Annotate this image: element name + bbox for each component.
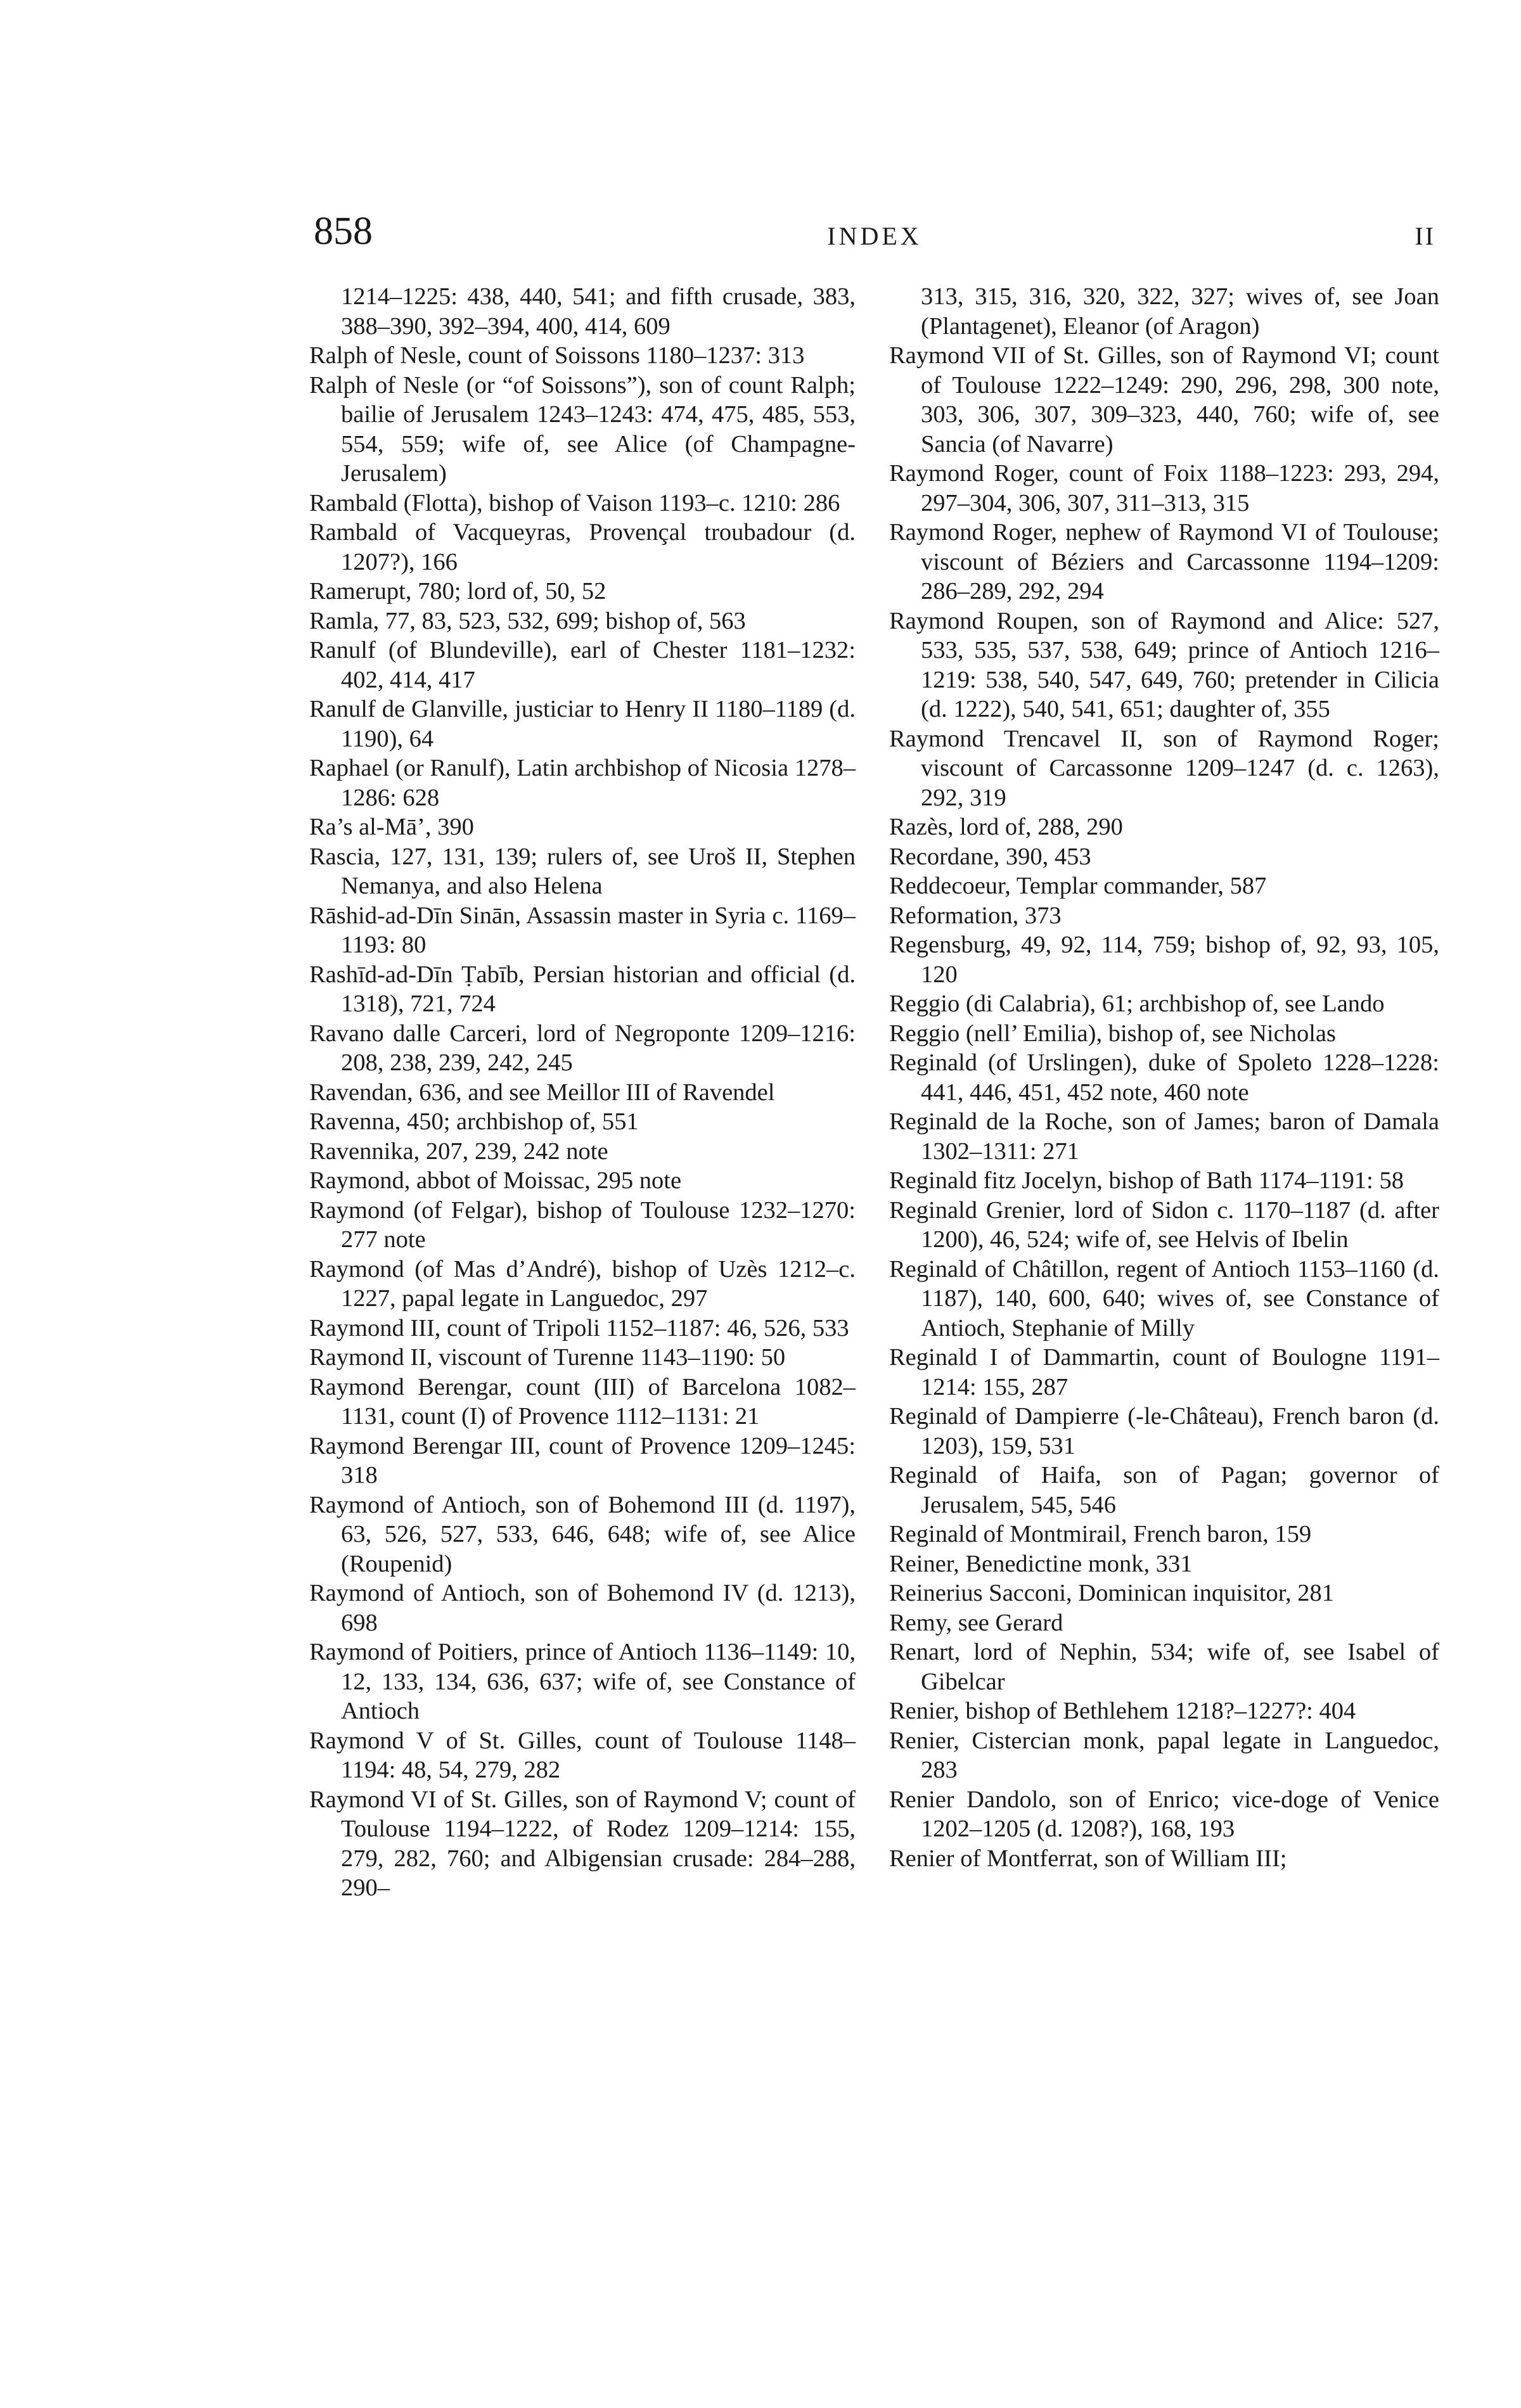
running-title: INDEX	[827, 222, 922, 250]
index-entry: Renier, Cistercian monk, papal legate in Languedoc, 283	[889, 1727, 1439, 1783]
index-entry: Raphael (or Ranulf), Latin archbishop of Nicosia 1278–1286: 628	[309, 755, 856, 811]
index-entry: Recordane, 390, 453	[889, 843, 1091, 870]
index-entry: Raymond of Poitiers, prince of Antioch 1136–1149: 10, 12, 133, 134, 636, 637; wife of, see Constance of Antioch	[309, 1639, 856, 1724]
index-entry: Renart, lord of Nephin, 534; wife of, see Isabel of Gibelcar	[889, 1639, 1439, 1695]
index-column-right	[889, 282, 1439, 1873]
index-entry: Regensburg, 49, 92, 114, 759; bishop of, 92, 93, 105, 120	[889, 932, 1439, 988]
index-entry: Reginald of Montmirail, French baron, 159	[889, 1521, 1312, 1547]
index-entry: Razès, lord of, 288, 290	[889, 814, 1123, 840]
page-number: 858	[314, 210, 373, 253]
index-entry: Reginald of Châtillon, regent of Antioch 1153–1160 (d. 1187), 140, 600, 640; wives of, see Constance of Antioch, Stephanie of Milly	[889, 1255, 1439, 1342]
index-entry: Ravenna, 450; archbishop of, 551	[309, 1108, 639, 1135]
index-entry: Raymond Berengar III, count of Provence 1209–1245: 318	[309, 1432, 856, 1489]
index-entry: Raymond, abbot of Moissac, 295 note	[309, 1167, 682, 1194]
index-entry: Ralph of Nesle (or “of Soissons”), son of count Ralph; bailie of Jerusalem 1243–1243: 474, 475, 485, 553, 554, 559; wife of, see Alice (of Champagne-Jerusalem)	[309, 371, 856, 487]
index-entry: Reinerius Sacconi, Dominican inquisitor, 281	[889, 1580, 1335, 1606]
index-entry: Raymond Berengar, count (III) of Barcelona 1082–1131, count (I) of Provence 1112–1131: 21	[309, 1373, 856, 1430]
index-entry: Raymond of Antioch, son of Bohemond IV (d. 1213), 698	[309, 1580, 856, 1636]
index-entry: Raymond Roger, nephew of Raymond VI of Toulouse; viscount of Béziers and Carcassonne 1194–1209: 286–289, 292, 294	[889, 519, 1439, 605]
index-entry: Raymond (of Felgar), bishop of Toulouse 1232–1270: 277 note	[309, 1196, 856, 1253]
index-column-left	[309, 282, 856, 1903]
index-entry: Reformation, 373	[889, 902, 1062, 929]
index-entry: Ravennika, 207, 239, 242 note	[309, 1137, 608, 1165]
index-entry: Ra’s al-Mā’, 390	[309, 814, 474, 840]
index-entry: Raymond V of St. Gilles, count of Toulouse 1148–1194: 48, 54, 279, 282	[309, 1727, 856, 1783]
index-entry: Remy, see Gerard	[889, 1609, 1063, 1636]
index-entry: Reddecoeur, Templar commander, 587	[889, 873, 1267, 899]
volume-number: II	[1415, 222, 1435, 250]
index-entry-continuation: 1214–1225: 438, 440, 541; and fifth crusade, 383, 388–390, 392–394, 400, 414, 609	[341, 283, 856, 340]
index-entry: Renier Dandolo, son of Enrico; vice-doge of Venice 1202–1205 (d. 1208?), 168, 193	[889, 1786, 1439, 1842]
index-entry: Reginald of Dampierre (-le-Château), French baron (d. 1203), 159, 531	[889, 1403, 1439, 1459]
index-entry: Ravano dalle Carceri, lord of Negroponte 1209–1216: 208, 238, 239, 242, 245	[309, 1020, 856, 1076]
index-entry: Raymond Trencavel II, son of Raymond Roger; viscount of Carcassonne 1209–1247 (d. c. 1263), 292, 319	[889, 725, 1439, 811]
index-entry: Reginald of Haifa, son of Pagan; governor of Jerusalem, 545, 546	[889, 1462, 1439, 1518]
index-entry: Reginald I of Dammartin, count of Boulogne 1191–1214: 155, 287	[889, 1344, 1439, 1400]
index-entry: Ranulf (of Blundeville), earl of Chester 1181–1232: 402, 414, 417	[309, 637, 856, 693]
index-entry: Reggio (di Calabria), 61; archbishop of, see Lando	[889, 990, 1385, 1017]
index-entry: Raymond III, count of Tripoli 1152–1187: 46, 526, 533	[309, 1314, 849, 1342]
index-entry: Rascia, 127, 131, 139; rulers of, see Uroš II, Stephen Nemanya, and also Helena	[309, 843, 856, 899]
index-entry: Raymond Roupen, son of Raymond and Alice: 527, 533, 535, 537, 538, 649; prince of Antioch 1216–1219: 538, 540, 547, 649, 760; pretender in Cilicia (d. 1222), 540, 541, 651; daughter of, 355	[889, 607, 1439, 722]
index-entry-continuation: 313, 315, 316, 320, 322, 327; wives of, see Joan (Plantagenet), Eleanor (of Aragon)	[921, 283, 1439, 340]
index-entry: Ranulf de Glanville, justiciar to Henry II 1180–1189 (d. 1190), 64	[309, 696, 856, 752]
index-entry: Ramla, 77, 83, 523, 532, 699; bishop of, 563	[309, 607, 746, 634]
index-entry: Raymond VII of St. Gilles, son of Raymond VI; count of Toulouse 1222–1249: 290, 296, 298, 300 note, 303, 306, 307, 309–323, 440, 760; wife of, see Sancia (of Navarre)	[889, 342, 1439, 458]
index-entry: Reginald (of Urslingen), duke of Spoleto 1228–1228: 441, 446, 451, 452 note, 460 note	[889, 1049, 1439, 1106]
index-entry: Reggio (nell’ Emilia), bishop of, see Nicholas	[889, 1020, 1336, 1047]
index-entry: Ramerupt, 780; lord of, 50, 52	[309, 578, 606, 605]
index-entry: Raymond of Antioch, son of Bohemond III (d. 1197), 63, 526, 527, 533, 646, 648; wife of, see Alice (Roupenid)	[309, 1491, 856, 1577]
index-entry: Renier of Montferrat, son of William III;	[889, 1845, 1287, 1872]
index-entry: Rambald of Vacqueyras, Provençal troubadour (d. 1207?), 166	[309, 519, 856, 575]
index-entry: Reiner, Benedictine monk, 331	[889, 1550, 1193, 1577]
index-entry: Raymond II, viscount of Turenne 1143–1190: 50	[309, 1344, 786, 1371]
index-entry: Raymond VI of St. Gilles, son of Raymond V; count of Toulouse 1194–1222, of Rodez 1209–1214: 155, 279, 282, 760; and Albigensian crusade: 284–288, 290–	[309, 1786, 856, 1901]
index-entry: Ravendan, 636, and see Meillor III of Ravendel	[309, 1079, 775, 1106]
index-entry: Ralph of Nesle, count of Soissons 1180–1237: 313	[309, 342, 805, 369]
index-entry: Rāshid-ad-Dīn Sinān, Assassin master in Syria c. 1169–1193: 80	[309, 902, 856, 958]
index-entry: Reginald de la Roche, son of James; baron of Damala 1302–1311: 271	[889, 1108, 1439, 1165]
index-entry: Raymond (of Mas d’André), bishop of Uzès 1212–c. 1227, papal legate in Languedoc, 297	[309, 1255, 856, 1312]
index-entry: Rashīd-ad-Dīn Ṭabīb, Persian historian and official (d. 1318), 721, 724	[309, 961, 856, 1017]
index-entry: Renier, bishop of Bethlehem 1218?–1227?: 404	[889, 1698, 1356, 1724]
index-entry: Reginald fitz Jocelyn, bishop of Bath 1174–1191: 58	[889, 1167, 1404, 1194]
index-entry: Reginald Grenier, lord of Sidon c. 1170–1187 (d. after 1200), 46, 524; wife of, see Helvis of Ibelin	[889, 1196, 1439, 1253]
index-entry: Rambald (Flotta), bishop of Vaison 1193–c. 1210: 286	[309, 489, 840, 516]
index-entry: Raymond Roger, count of Foix 1188–1223: 293, 294, 297–304, 306, 307, 311–313, 315	[889, 460, 1439, 516]
running-header	[314, 209, 1435, 253]
